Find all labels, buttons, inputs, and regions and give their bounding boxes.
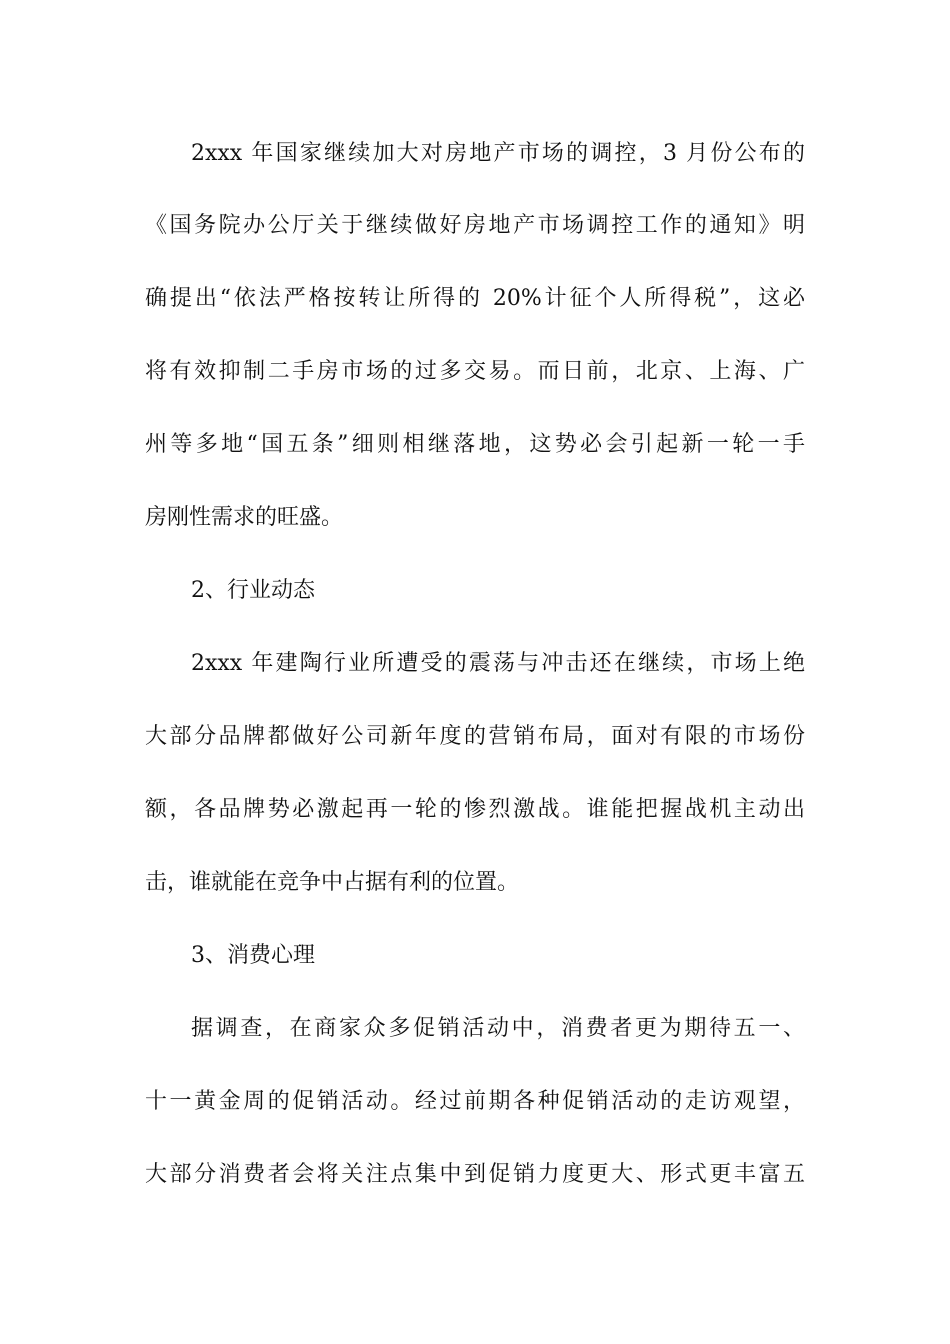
paragraph-1-line-3: 确提出“依法严格按转让所得的 20%计征个人所得税”，这必 [145, 286, 805, 311]
paragraph-3-line-1: 据调查，在商家众多促销活动中，消费者更为期待五一、 [191, 1016, 805, 1041]
paragraph-1-line-4: 将有效抑制二手房市场的过多交易。而日前，北京、上海、广 [145, 359, 805, 384]
paragraph-1-line-2: 《国务院办公厅关于继续做好房地产市场调控工作的通知》明 [145, 213, 805, 238]
section-heading-consumer-psychology: 3、消费心理 [191, 943, 315, 968]
paragraph-2-line-3: 额，各品牌势必激起再一轮的惨烈激战。谁能把握战机主动出 [145, 797, 805, 822]
paragraph-2-line-4: 击，谁就能在竞争中占据有利的位置。 [145, 870, 520, 895]
paragraph-2-line-2: 大部分品牌都做好公司新年度的营销布局，面对有限的市场份 [145, 724, 805, 749]
paragraph-1-line-1: 2xxx 年国家继续加大对房地产市场的调控，3 月份公布的 [191, 141, 805, 166]
paragraph-1-line-5: 州等多地“国五条”细则相继落地，这势必会引起新一轮一手 [145, 432, 805, 457]
paragraph-2-line-1: 2xxx 年建陶行业所遭受的震荡与冲击还在继续，市场上绝 [191, 651, 805, 676]
paragraph-1-line-6: 房刚性需求的旺盛。 [145, 505, 344, 530]
paragraph-3-line-3: 大部分消费者会将关注点集中到促销力度更大、形式更丰富五 [145, 1162, 805, 1187]
paragraph-3-line-2: 十一黄金周的促销活动。经过前期各种促销活动的走访观望， [145, 1089, 805, 1114]
section-heading-industry-trends: 2、行业动态 [191, 578, 315, 603]
